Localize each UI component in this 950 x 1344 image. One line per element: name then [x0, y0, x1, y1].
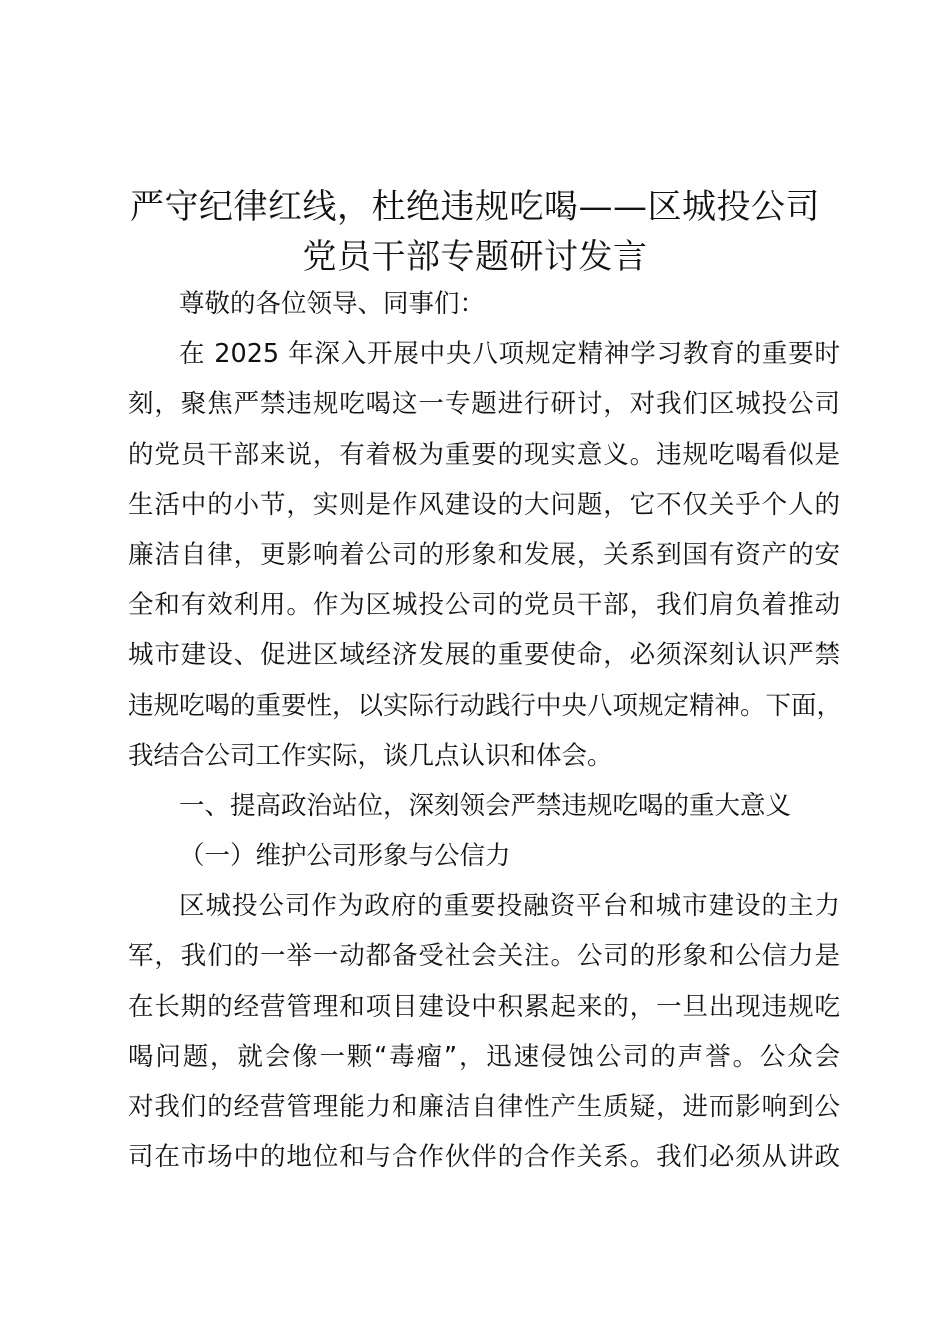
document-body: [128, 279, 843, 1182]
body-line: 区城投公司作为政府的重要投融资平台和城市建设的主力: [179, 891, 840, 922]
body-line: 一、提高政治站位，深刻领会严禁违规吃喝的重大意义: [179, 790, 792, 821]
body-line: 军，我们的一举一动都备受社会关注。公司的形象和公信力是: [128, 941, 840, 972]
body-line: 的党员干部来说，有着极为重要的现实意义。违规吃喝看似是: [128, 439, 840, 470]
body-line: 城市建设、促进区域经济发展的重要使命，必须深刻认识严禁: [128, 640, 840, 671]
body-line: 廉洁自律，更影响着公司的形象和发展，关系到国有资产的安: [128, 539, 840, 570]
body-line: （一）维护公司形象与公信力: [179, 841, 511, 872]
document-title: [110, 182, 840, 282]
body-line: 喝问题，就会像一颗“毒瘤”，迅速侵蚀公司的声誉。公众会: [128, 1041, 840, 1072]
body-line: 我结合公司工作实际，谈几点认识和体会。: [128, 740, 613, 771]
body-line: 违规吃喝的重要性，以实际行动践行中央八项规定精神。下面，: [128, 690, 843, 721]
body-line: 对我们的经营管理能力和廉洁自律性产生质疑，进而影响到公: [128, 1092, 840, 1122]
body-line: 司在市场中的地位和与合作伙伴的合作关系。我们必须从讲政: [128, 1142, 840, 1173]
body-line: 生活中的小节，实则是作风建设的大问题，它不仅关乎个人的: [128, 489, 840, 520]
body-line: 刻，聚焦严禁违规吃喝这一专题进行研讨，对我们区城投公司: [128, 389, 840, 420]
body-line: 全和有效利用。作为区城投公司的党员干部，我们肩负着推动: [128, 590, 840, 621]
body-line: 尊敬的各位领导、同事们：: [179, 289, 486, 319]
title-line-2: 党员干部专题研讨发言: [302, 237, 648, 277]
body-line: 在长期的经营管理和项目建设中积累起来的，一旦出现违规吃: [128, 991, 840, 1022]
title-line-1: 严守纪律红线，杜绝违规吃喝——区城投公司: [130, 187, 820, 227]
body-line: 在 2025 年深入开展中央八项规定精神学习教育的重要时: [179, 339, 840, 370]
